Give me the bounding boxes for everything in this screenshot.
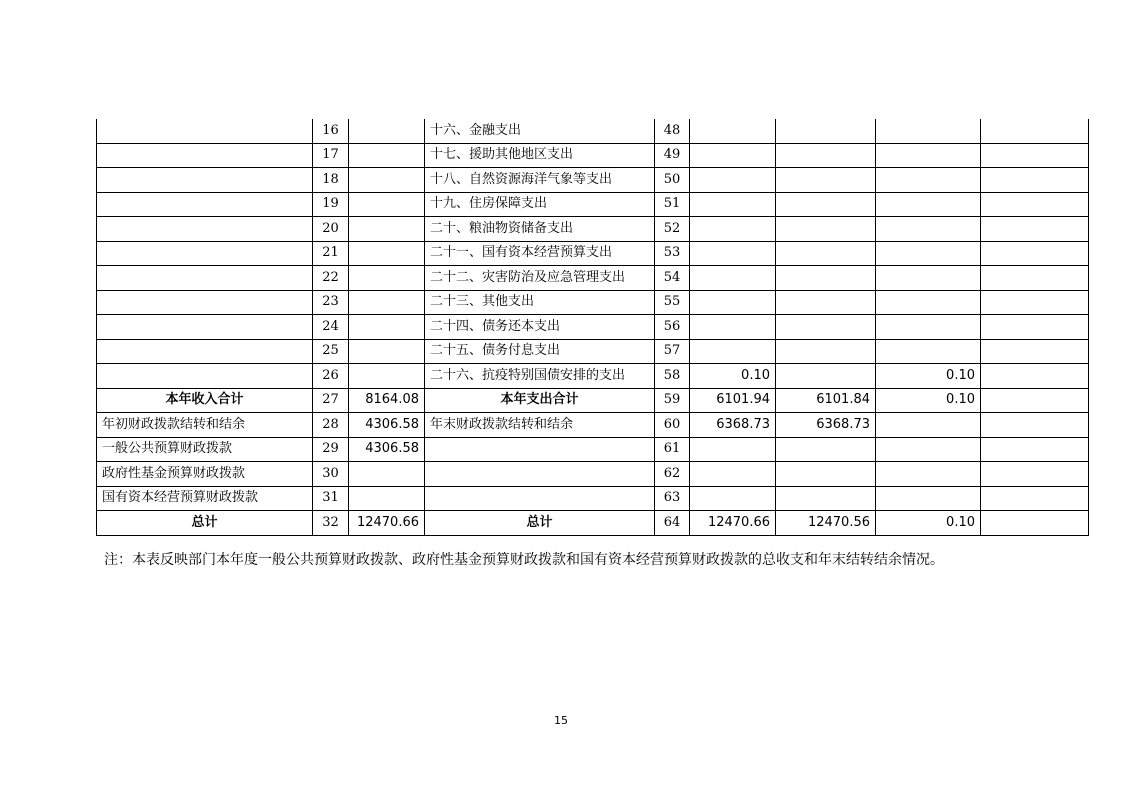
expense-item-cell: 二十六、抗疫特别国债安排的支出 xyxy=(425,364,655,389)
income-amount-cell xyxy=(349,143,425,168)
table-row xyxy=(97,119,1089,143)
table-row xyxy=(97,315,1089,340)
expense-line-number-cell: 48 xyxy=(655,119,690,143)
expense-project-cell xyxy=(876,339,981,364)
expense-total-cell: 6368.73 xyxy=(690,413,776,438)
table-row xyxy=(97,413,1089,438)
expense-extra-cell xyxy=(981,290,1089,315)
expense-basic-cell xyxy=(776,315,876,340)
expense-basic-cell: 6368.73 xyxy=(776,413,876,438)
income-amount-cell: 12470.66 xyxy=(349,511,425,536)
expense-extra-cell xyxy=(981,241,1089,266)
table-row xyxy=(97,486,1089,511)
expense-total-cell: 12470.66 xyxy=(690,511,776,536)
expense-extra-cell xyxy=(981,388,1089,413)
income-item-cell xyxy=(97,266,313,291)
expense-line-number-cell: 64 xyxy=(655,511,690,536)
expense-basic-cell xyxy=(776,192,876,217)
table-row xyxy=(97,511,1089,536)
income-line-number-cell: 31 xyxy=(313,486,349,511)
expense-extra-cell xyxy=(981,143,1089,168)
expense-total-cell xyxy=(690,462,776,487)
income-line-number-cell: 25 xyxy=(313,339,349,364)
income-line-number-cell: 26 xyxy=(313,364,349,389)
income-item-cell xyxy=(97,241,313,266)
expense-project-cell xyxy=(876,168,981,193)
expense-project-cell xyxy=(876,192,981,217)
expense-total-cell xyxy=(690,119,776,143)
income-amount-cell xyxy=(349,217,425,242)
expense-line-number-cell: 54 xyxy=(655,266,690,291)
expense-total-cell xyxy=(690,266,776,291)
expense-item-cell: 十六、金融支出 xyxy=(425,119,655,143)
income-line-number-cell: 23 xyxy=(313,290,349,315)
expense-line-number-cell: 56 xyxy=(655,315,690,340)
table-row xyxy=(97,143,1089,168)
expense-line-number-cell: 59 xyxy=(655,388,690,413)
page-number: 15 xyxy=(554,714,568,727)
income-item-cell xyxy=(97,119,313,143)
expense-project-cell xyxy=(876,462,981,487)
expense-line-number-cell: 51 xyxy=(655,192,690,217)
expense-total-cell xyxy=(690,315,776,340)
income-amount-cell xyxy=(349,119,425,143)
expense-line-number-cell: 50 xyxy=(655,168,690,193)
expense-line-number-cell: 61 xyxy=(655,437,690,462)
expense-total-cell xyxy=(690,486,776,511)
expense-item-cell xyxy=(425,462,655,487)
income-line-number-cell: 27 xyxy=(313,388,349,413)
income-item-cell: 总计 xyxy=(97,511,313,536)
expense-project-cell xyxy=(876,143,981,168)
expense-project-cell xyxy=(876,266,981,291)
table-row xyxy=(97,339,1089,364)
expense-project-cell xyxy=(876,119,981,143)
expense-extra-cell xyxy=(981,511,1089,536)
expense-extra-cell xyxy=(981,339,1089,364)
expense-basic-cell: 6101.84 xyxy=(776,388,876,413)
expense-total-cell xyxy=(690,217,776,242)
expense-basic-cell xyxy=(776,437,876,462)
table-row xyxy=(97,241,1089,266)
expense-total-cell xyxy=(690,290,776,315)
table-row xyxy=(97,168,1089,193)
expense-total-cell xyxy=(690,143,776,168)
income-line-number-cell: 29 xyxy=(313,437,349,462)
expense-project-cell xyxy=(876,437,981,462)
expense-project-cell xyxy=(876,290,981,315)
expense-item-cell xyxy=(425,486,655,511)
expense-extra-cell xyxy=(981,192,1089,217)
income-amount-cell xyxy=(349,241,425,266)
expense-basic-cell xyxy=(776,217,876,242)
income-item-cell xyxy=(97,290,313,315)
income-item-cell xyxy=(97,168,313,193)
expense-item-cell: 十七、援助其他地区支出 xyxy=(425,143,655,168)
income-line-number-cell: 16 xyxy=(313,119,349,143)
expense-total-cell xyxy=(690,168,776,193)
income-amount-cell: 8164.08 xyxy=(349,388,425,413)
expense-total-cell: 0.10 xyxy=(690,364,776,389)
income-amount-cell xyxy=(349,266,425,291)
income-line-number-cell: 17 xyxy=(313,143,349,168)
table-row xyxy=(97,290,1089,315)
expense-project-cell: 0.10 xyxy=(876,388,981,413)
expense-extra-cell xyxy=(981,486,1089,511)
expense-basic-cell xyxy=(776,143,876,168)
income-line-number-cell: 20 xyxy=(313,217,349,242)
expense-project-cell: 0.10 xyxy=(876,511,981,536)
income-amount-cell xyxy=(349,339,425,364)
expense-project-cell xyxy=(876,241,981,266)
table-row xyxy=(97,364,1089,389)
table-row xyxy=(97,192,1089,217)
table-row xyxy=(97,217,1089,242)
expense-total-cell xyxy=(690,339,776,364)
expense-item-cell: 本年支出合计 xyxy=(425,388,655,413)
expense-basic-cell xyxy=(776,486,876,511)
expense-line-number-cell: 63 xyxy=(655,486,690,511)
income-item-cell xyxy=(97,315,313,340)
expense-extra-cell xyxy=(981,119,1089,143)
income-amount-cell xyxy=(349,192,425,217)
income-amount-cell: 4306.58 xyxy=(349,437,425,462)
expense-project-cell xyxy=(876,315,981,340)
table-footnote: 注：本表反映部门本年度一般公共预算财政拨款、政府性基金预算财政拨款和国有资本经营预算财政拨款的总收支和年末结转结余情况。 xyxy=(104,552,944,568)
expense-basic-cell xyxy=(776,339,876,364)
expense-project-cell xyxy=(876,486,981,511)
income-item-cell xyxy=(97,192,313,217)
income-line-number-cell: 21 xyxy=(313,241,349,266)
table-row xyxy=(97,388,1089,413)
expense-item-cell: 二十、粮油物资储备支出 xyxy=(425,217,655,242)
expense-line-number-cell: 60 xyxy=(655,413,690,438)
expense-item-cell: 二十五、债务付息支出 xyxy=(425,339,655,364)
expense-project-cell: 0.10 xyxy=(876,364,981,389)
income-item-cell: 国有资本经营预算财政拨款 xyxy=(97,486,313,511)
expense-basic-cell xyxy=(776,290,876,315)
expense-extra-cell xyxy=(981,168,1089,193)
expense-line-number-cell: 52 xyxy=(655,217,690,242)
expense-basic-cell: 12470.56 xyxy=(776,511,876,536)
table-row xyxy=(97,462,1089,487)
table-row xyxy=(97,437,1089,462)
expense-basic-cell xyxy=(776,364,876,389)
expense-extra-cell xyxy=(981,413,1089,438)
income-item-cell xyxy=(97,339,313,364)
expense-item-cell: 二十一、国有资本经营预算支出 xyxy=(425,241,655,266)
income-line-number-cell: 22 xyxy=(313,266,349,291)
expense-project-cell xyxy=(876,217,981,242)
expense-basic-cell xyxy=(776,462,876,487)
expense-line-number-cell: 62 xyxy=(655,462,690,487)
expense-item-cell xyxy=(425,437,655,462)
income-amount-cell: 4306.58 xyxy=(349,413,425,438)
income-amount-cell xyxy=(349,290,425,315)
income-line-number-cell: 19 xyxy=(313,192,349,217)
fiscal-budget-table xyxy=(96,119,1089,536)
table-row xyxy=(97,266,1089,291)
expense-extra-cell xyxy=(981,437,1089,462)
expense-extra-cell xyxy=(981,315,1089,340)
income-amount-cell xyxy=(349,315,425,340)
income-item-cell xyxy=(97,217,313,242)
expense-extra-cell xyxy=(981,364,1089,389)
income-amount-cell xyxy=(349,364,425,389)
income-amount-cell xyxy=(349,486,425,511)
expense-line-number-cell: 53 xyxy=(655,241,690,266)
expense-project-cell xyxy=(876,413,981,438)
income-line-number-cell: 28 xyxy=(313,413,349,438)
expense-item-cell: 十九、住房保障支出 xyxy=(425,192,655,217)
income-line-number-cell: 30 xyxy=(313,462,349,487)
expense-line-number-cell: 49 xyxy=(655,143,690,168)
expense-total-cell xyxy=(690,437,776,462)
expense-extra-cell xyxy=(981,266,1089,291)
expense-extra-cell xyxy=(981,462,1089,487)
income-line-number-cell: 24 xyxy=(313,315,349,340)
income-item-cell xyxy=(97,143,313,168)
income-item-cell: 本年收入合计 xyxy=(97,388,313,413)
expense-line-number-cell: 55 xyxy=(655,290,690,315)
expense-total-cell: 6101.94 xyxy=(690,388,776,413)
expense-extra-cell xyxy=(981,217,1089,242)
income-item-cell: 政府性基金预算财政拨款 xyxy=(97,462,313,487)
expense-item-cell: 十八、自然资源海洋气象等支出 xyxy=(425,168,655,193)
table-body xyxy=(97,119,1089,535)
expense-line-number-cell: 58 xyxy=(655,364,690,389)
income-item-cell: 一般公共预算财政拨款 xyxy=(97,437,313,462)
expense-basic-cell xyxy=(776,168,876,193)
expense-item-cell: 二十三、其他支出 xyxy=(425,290,655,315)
expense-item-cell: 年末财政拨款结转和结余 xyxy=(425,413,655,438)
expense-item-cell: 二十四、债务还本支出 xyxy=(425,315,655,340)
income-amount-cell xyxy=(349,168,425,193)
expense-line-number-cell: 57 xyxy=(655,339,690,364)
expense-item-cell: 总计 xyxy=(425,511,655,536)
expense-basic-cell xyxy=(776,266,876,291)
income-line-number-cell: 18 xyxy=(313,168,349,193)
income-amount-cell xyxy=(349,462,425,487)
income-item-cell: 年初财政拨款结转和结余 xyxy=(97,413,313,438)
income-line-number-cell: 32 xyxy=(313,511,349,536)
expense-total-cell xyxy=(690,192,776,217)
income-item-cell xyxy=(97,364,313,389)
expense-item-cell: 二十二、灾害防治及应急管理支出 xyxy=(425,266,655,291)
expense-basic-cell xyxy=(776,241,876,266)
expense-basic-cell xyxy=(776,119,876,143)
expense-total-cell xyxy=(690,241,776,266)
